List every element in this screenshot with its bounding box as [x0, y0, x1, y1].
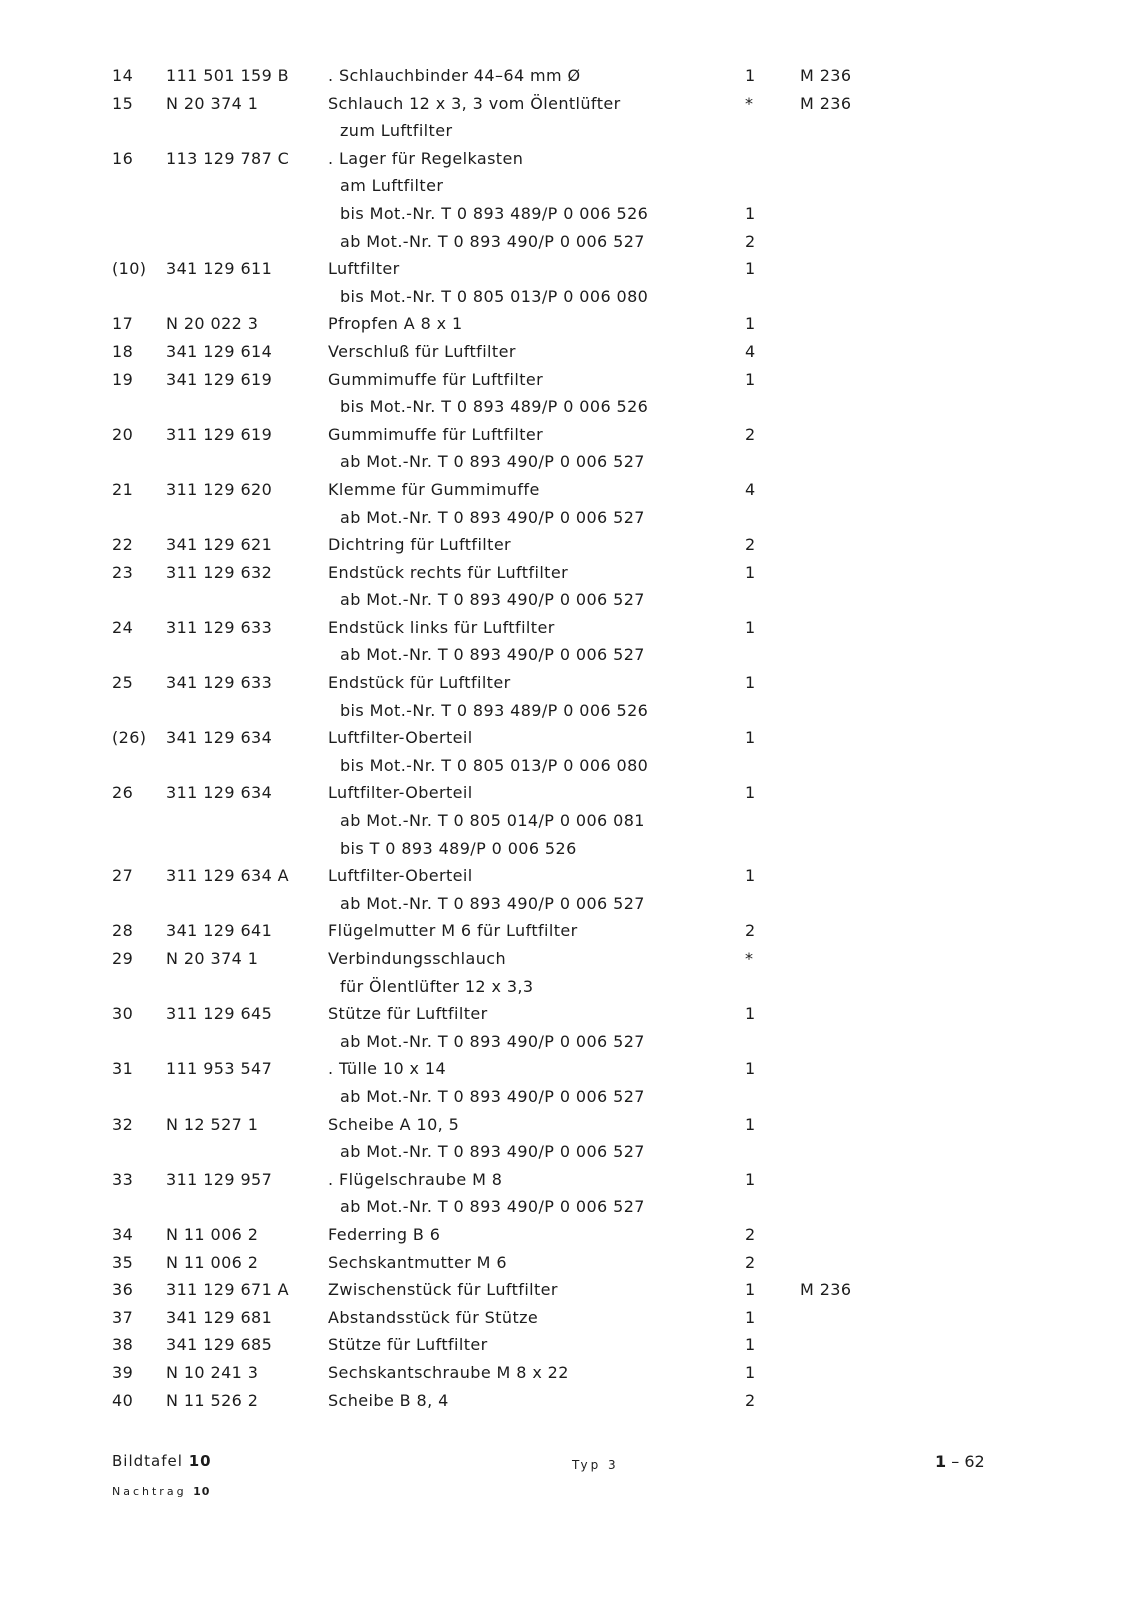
quantity: * — [745, 93, 754, 113]
description: Zwischenstück für Luftfilter — [328, 1280, 558, 1300]
quantity: 1 — [745, 1169, 756, 1189]
quantity: 1 — [745, 259, 756, 279]
position-number: 24 — [112, 617, 134, 637]
table-row — [0, 1331, 1133, 1359]
part-number: N 20 374 1 — [166, 949, 259, 968]
table-row — [0, 917, 1133, 945]
part-number: 311 129 619 — [166, 424, 273, 444]
part-number: 341 129 614 — [166, 341, 273, 361]
description: bis Mot.-Nr. T 0 805 013/P 0 006 080 — [340, 286, 649, 306]
description: Endstück rechts für Luftfilter — [328, 562, 569, 582]
part-number: 341 129 611 — [166, 259, 273, 279]
description: Gummimuffe für Luftfilter — [328, 424, 544, 444]
position-number: 16 — [112, 148, 134, 168]
table-row — [0, 1221, 1133, 1249]
description: ab Mot.-Nr. T 0 893 490/P 0 006 527 — [340, 1086, 645, 1106]
table-row-continuation — [0, 1138, 1133, 1166]
position-number: 15 — [112, 93, 134, 113]
position-number: 14 — [112, 66, 134, 85]
part-number: 341 129 634 — [166, 728, 273, 748]
description: ab Mot.-Nr. T 0 805 014/P 0 006 081 — [340, 811, 645, 831]
part-number: 311 129 957 — [166, 1169, 273, 1189]
quantity: 1 — [745, 1280, 756, 1300]
position-number: 38 — [112, 1335, 134, 1355]
part-number: 311 129 671 A — [166, 1280, 290, 1300]
table-row — [0, 421, 1133, 449]
table-row — [0, 366, 1133, 394]
table-row — [0, 779, 1133, 807]
position-number: 17 — [112, 314, 134, 334]
page-number-suffix: – 62 — [946, 1452, 985, 1471]
part-number: N 20 374 1 — [166, 93, 259, 113]
description: Sechskantmutter M 6 — [328, 1252, 507, 1272]
part-number: N 10 241 3 — [166, 1362, 259, 1382]
description: ab Mot.-Nr. T 0 893 490/P 0 006 527 — [340, 1031, 645, 1051]
quantity: 1 — [745, 1307, 756, 1327]
table-row — [0, 1249, 1133, 1277]
part-number: N 11 526 2 — [166, 1390, 259, 1410]
part-number: N 12 527 1 — [166, 1114, 259, 1134]
table-row-continuation — [0, 448, 1133, 476]
table-row — [0, 62, 1133, 90]
part-number: 311 129 632 — [166, 562, 273, 582]
description: Scheibe B 8, 4 — [328, 1390, 449, 1410]
remark: M 236 — [800, 1280, 852, 1300]
table-row — [0, 559, 1133, 587]
nachtrag — [112, 1485, 210, 1498]
quantity: 1 — [745, 617, 756, 637]
position-number: 28 — [112, 921, 134, 941]
part-number: 111 501 159 B — [166, 66, 290, 85]
position-number: 26 — [112, 783, 134, 803]
position-number: 19 — [112, 369, 134, 389]
table-row-continuation — [0, 504, 1133, 532]
table-row-continuation — [0, 973, 1133, 1001]
description: . Schlauchbinder 44–64 mm Ø — [328, 66, 581, 85]
part-number: 311 129 633 — [166, 617, 273, 637]
quantity: 2 — [745, 1390, 756, 1410]
position-number: (26) — [112, 728, 147, 748]
quantity: 1 — [745, 1362, 756, 1382]
table-row — [0, 338, 1133, 366]
quantity: 1 — [745, 66, 756, 85]
position-number: 35 — [112, 1252, 134, 1272]
description: ab Mot.-Nr. T 0 893 490/P 0 006 527 — [340, 507, 645, 527]
description: ab Mot.-Nr. T 0 893 490/P 0 006 527 — [340, 645, 645, 665]
bildtafel-label: Bildtafel — [112, 1452, 183, 1470]
part-number: N 20 022 3 — [166, 314, 259, 334]
quantity: 1 — [745, 673, 756, 693]
description: Stütze für Luftfilter — [328, 1004, 488, 1024]
table-row-continuation — [0, 1083, 1133, 1111]
table-row — [0, 1055, 1133, 1083]
table-row — [0, 1359, 1133, 1387]
description: Luftfilter-Oberteil — [328, 866, 473, 886]
description: Sechskantschraube M 8 x 22 — [328, 1362, 569, 1382]
quantity: 2 — [745, 424, 756, 444]
part-number: 341 129 619 — [166, 369, 273, 389]
part-number: 311 129 634 A — [166, 866, 290, 886]
part-number: 111 953 547 — [166, 1059, 273, 1079]
quantity: 2 — [745, 1252, 756, 1272]
table-row-continuation — [0, 283, 1133, 311]
table-row — [0, 1000, 1133, 1028]
quantity: 1 — [745, 1335, 756, 1355]
quantity: 1 — [745, 1114, 756, 1134]
nachtrag-number: 10 — [193, 1485, 211, 1498]
position-number: 32 — [112, 1114, 134, 1134]
quantity: 1 — [745, 562, 756, 582]
table-row — [0, 255, 1133, 283]
part-number: 341 129 621 — [166, 535, 273, 555]
description: bis T 0 893 489/P 0 006 526 — [340, 838, 577, 858]
description: Gummimuffe für Luftfilter — [328, 369, 544, 389]
table-row — [0, 724, 1133, 752]
description: am Luftfilter — [340, 176, 444, 196]
position-number: 27 — [112, 866, 134, 886]
position-number: 21 — [112, 479, 134, 499]
table-row-continuation — [0, 228, 1133, 256]
part-number: 311 129 620 — [166, 479, 273, 499]
position-number: 31 — [112, 1059, 134, 1079]
table-row — [0, 476, 1133, 504]
table-row — [0, 1111, 1133, 1139]
table-row-continuation — [0, 697, 1133, 725]
part-number: 341 129 633 — [166, 673, 273, 693]
table-row-continuation — [0, 393, 1133, 421]
table-row — [0, 614, 1133, 642]
description: bis Mot.-Nr. T 0 805 013/P 0 006 080 — [340, 755, 649, 775]
description: ab Mot.-Nr. T 0 893 490/P 0 006 527 — [340, 893, 645, 913]
description: Klemme für Gummimuffe — [328, 479, 540, 499]
table-row — [0, 90, 1133, 118]
part-number: N 11 006 2 — [166, 1252, 259, 1272]
position-number: 23 — [112, 562, 134, 582]
description: bis Mot.-Nr. T 0 893 489/P 0 006 526 — [340, 203, 649, 223]
position-number: 39 — [112, 1362, 134, 1382]
position-number: 25 — [112, 673, 134, 693]
description: Dichtring für Luftfilter — [328, 535, 512, 555]
part-number: 341 129 641 — [166, 921, 273, 941]
page-number — [935, 1452, 985, 1471]
description: bis Mot.-Nr. T 0 893 489/P 0 006 526 — [340, 700, 649, 720]
description: Luftfilter-Oberteil — [328, 783, 473, 803]
description: zum Luftfilter — [340, 121, 453, 141]
nachtrag-label: Nachtrag — [112, 1485, 187, 1498]
position-number: 18 — [112, 341, 134, 361]
position-number: 30 — [112, 1004, 134, 1024]
quantity: 1 — [745, 1059, 756, 1079]
quantity: 4 — [745, 479, 756, 499]
bildtafel-number: 10 — [188, 1452, 212, 1470]
quantity: 1 — [745, 203, 756, 223]
quantity: 1 — [745, 866, 756, 886]
description: ab Mot.-Nr. T 0 893 490/P 0 006 527 — [340, 452, 645, 472]
table-row — [0, 945, 1133, 973]
description: ab Mot.-Nr. T 0 893 490/P 0 006 527 — [340, 590, 645, 610]
table-row-continuation — [0, 1193, 1133, 1221]
quantity: 2 — [745, 1224, 756, 1244]
table-row-continuation — [0, 1028, 1133, 1056]
description: Luftfilter — [328, 259, 400, 279]
position-number: 37 — [112, 1307, 134, 1327]
parts-list — [0, 62, 1133, 1414]
description: . Tülle 10 x 14 — [328, 1059, 447, 1079]
position-number: 34 — [112, 1224, 134, 1244]
table-row-continuation — [0, 752, 1133, 780]
position-number: 20 — [112, 424, 134, 444]
table-row-continuation — [0, 172, 1133, 200]
table-row-continuation — [0, 117, 1133, 145]
quantity: 1 — [745, 369, 756, 389]
description: Flügelmutter M 6 für Luftfilter — [328, 921, 578, 941]
table-row — [0, 1304, 1133, 1332]
table-row — [0, 531, 1133, 559]
remark: M 236 — [800, 66, 852, 85]
table-row — [0, 1387, 1133, 1415]
bildtafel — [112, 1452, 212, 1470]
description: Luftfilter-Oberteil — [328, 728, 473, 748]
description: ab Mot.-Nr. T 0 893 490/P 0 006 527 — [340, 1197, 645, 1217]
type-label: Typ 3 — [572, 1458, 619, 1472]
position-number: 33 — [112, 1169, 134, 1189]
quantity: 1 — [745, 728, 756, 748]
quantity: 1 — [745, 783, 756, 803]
part-number: 311 129 634 — [166, 783, 273, 803]
position-number: 29 — [112, 949, 134, 968]
description: . Lager für Regelkasten — [328, 148, 524, 168]
page-number-main: 1 — [935, 1452, 947, 1471]
part-number: 113 129 787 C — [166, 148, 290, 168]
description: Endstück für Luftfilter — [328, 673, 511, 693]
table-row-continuation — [0, 890, 1133, 918]
description: Stütze für Luftfilter — [328, 1335, 488, 1355]
table-row — [0, 862, 1133, 890]
quantity: 2 — [745, 535, 756, 555]
table-row — [0, 1166, 1133, 1194]
quantity: 2 — [745, 921, 756, 941]
table-row-continuation — [0, 200, 1133, 228]
table-row-continuation — [0, 641, 1133, 669]
position-number: 36 — [112, 1280, 134, 1300]
position-number: 40 — [112, 1390, 134, 1410]
remark: M 236 — [800, 93, 852, 113]
description: Verschluß für Luftfilter — [328, 341, 516, 361]
description: für Ölentlüfter 12 x 3,3 — [340, 976, 534, 996]
description: Scheibe A 10, 5 — [328, 1114, 460, 1134]
table-row-continuation — [0, 586, 1133, 614]
table-row-continuation — [0, 807, 1133, 835]
table-row — [0, 145, 1133, 173]
description: bis Mot.-Nr. T 0 893 489/P 0 006 526 — [340, 397, 649, 417]
table-row — [0, 310, 1133, 338]
quantity: * — [745, 949, 754, 968]
description: Endstück links für Luftfilter — [328, 617, 555, 637]
part-number: 311 129 645 — [166, 1004, 273, 1024]
part-number: 341 129 685 — [166, 1335, 273, 1355]
position-number: 22 — [112, 535, 134, 555]
table-row — [0, 1276, 1133, 1304]
position-number: (10) — [112, 259, 147, 279]
description: Verbindungsschlauch — [328, 949, 506, 968]
quantity: 2 — [745, 231, 756, 251]
quantity: 4 — [745, 341, 756, 361]
part-number: 341 129 681 — [166, 1307, 273, 1327]
quantity: 1 — [745, 314, 756, 334]
quantity: 1 — [745, 1004, 756, 1024]
description: ab Mot.-Nr. T 0 893 490/P 0 006 527 — [340, 1142, 645, 1162]
table-row — [0, 669, 1133, 697]
table-row-continuation — [0, 835, 1133, 863]
part-number: N 11 006 2 — [166, 1224, 259, 1244]
description: Federring B 6 — [328, 1224, 441, 1244]
description: Schlauch 12 x 3, 3 vom Ölentlüfter — [328, 93, 621, 113]
description: ab Mot.-Nr. T 0 893 490/P 0 006 527 — [340, 231, 645, 251]
description: . Flügelschraube M 8 — [328, 1169, 503, 1189]
description: Pfropfen A 8 x 1 — [328, 314, 463, 334]
description: Abstandsstück für Stütze — [328, 1307, 539, 1327]
